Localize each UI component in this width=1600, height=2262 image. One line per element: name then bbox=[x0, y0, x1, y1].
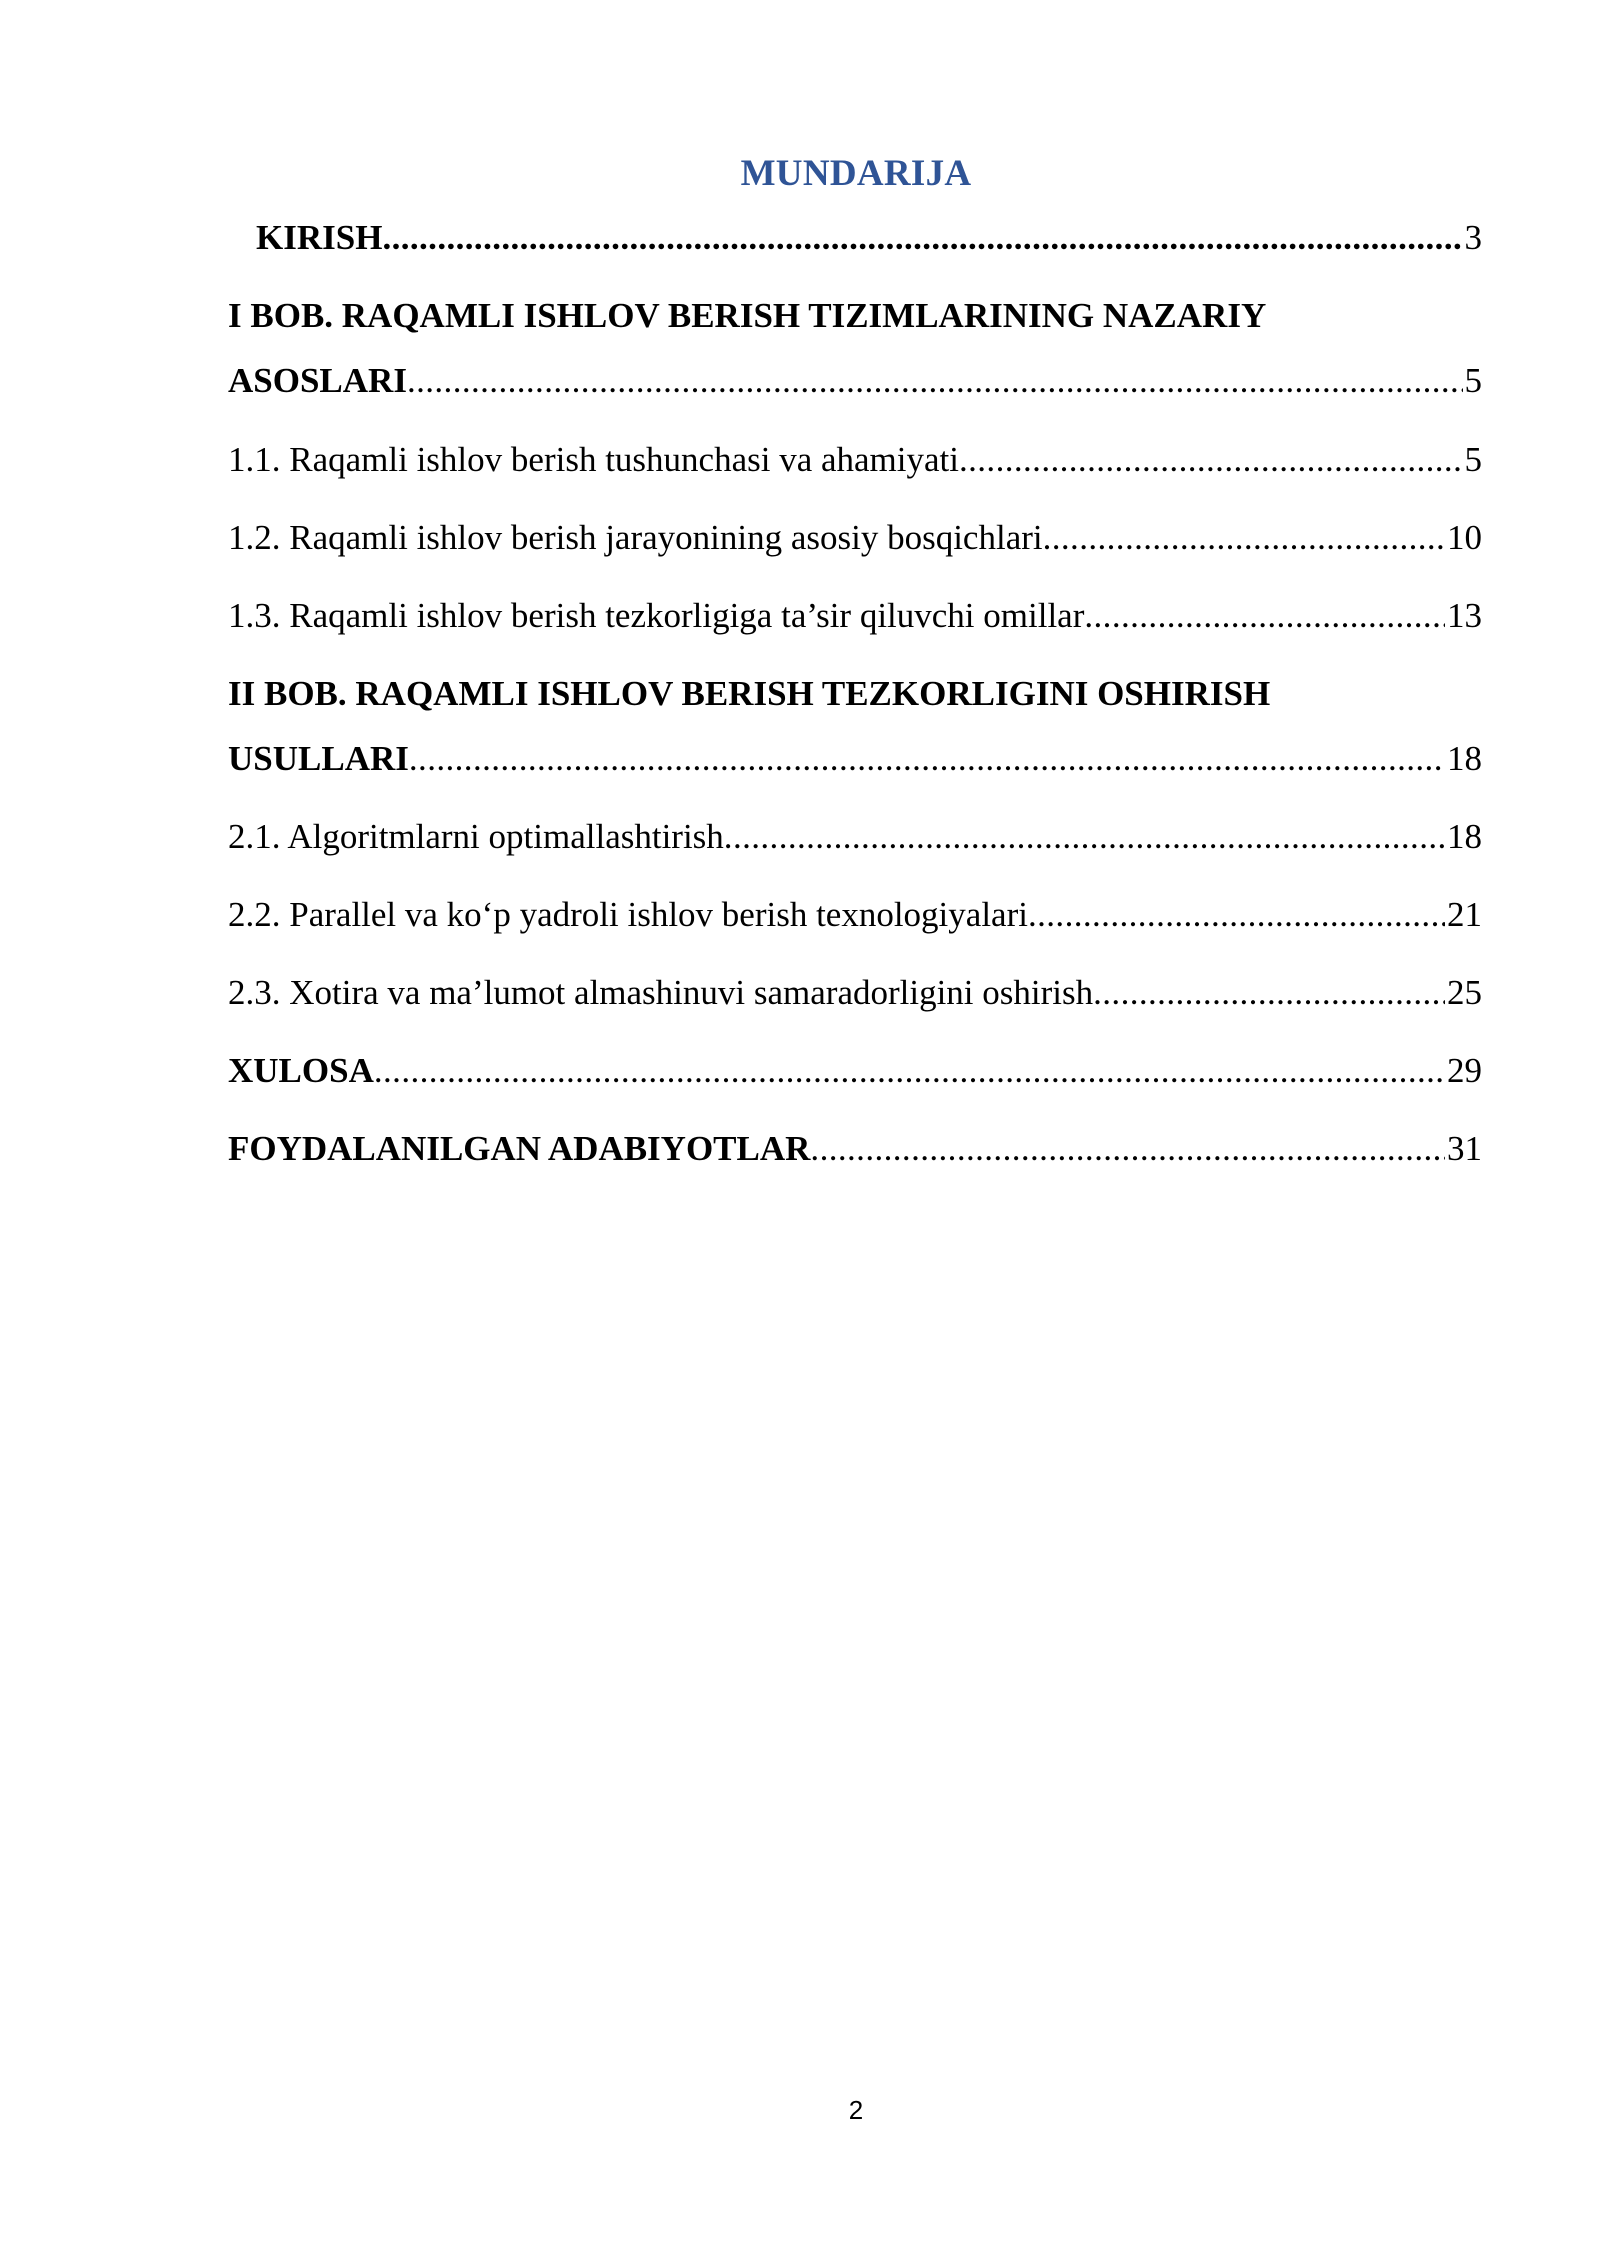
toc-entry-chapter-1[interactable] bbox=[228, 292, 1482, 340]
toc-entry-title: XULOSA bbox=[228, 1051, 374, 1090]
toc-entry-page: 3 bbox=[1464, 218, 1482, 257]
toc-leader-dots bbox=[409, 735, 1445, 783]
toc-leader-dots bbox=[1093, 969, 1445, 1017]
toc-leader-dots bbox=[1084, 592, 1445, 640]
toc-entry-title-line2: ASOSLARI bbox=[228, 361, 407, 400]
toc-entry-kirish[interactable] bbox=[228, 214, 1482, 262]
toc-entry-page: 25 bbox=[1447, 973, 1482, 1012]
toc-leader-dots bbox=[1028, 891, 1445, 939]
toc-entry-title: FOYDALANILGAN ADABIYOTLAR bbox=[228, 1129, 811, 1168]
toc-entry-page: 29 bbox=[1447, 1051, 1482, 1090]
toc-entry-page: 18 bbox=[1447, 817, 1482, 856]
toc-entry-section-1-2[interactable] bbox=[228, 514, 1482, 562]
toc-entry-chapter-1-cont[interactable] bbox=[228, 357, 1482, 405]
toc-leader-dots bbox=[382, 214, 1462, 262]
toc-leader-dots bbox=[407, 357, 1463, 405]
toc-leader-dots bbox=[1043, 514, 1445, 562]
toc-entry-page: 5 bbox=[1464, 361, 1482, 400]
toc-entry-section-1-3[interactable] bbox=[228, 592, 1482, 640]
toc-entry-section-1-1[interactable] bbox=[228, 436, 1482, 484]
toc-entry-title: 2.2. Parallel va ko‘p yadroli ishlov berish texnologiyalari bbox=[228, 895, 1028, 934]
toc-entry-title-line1: I BOB. RAQAMLI ISHLOV BERISH TIZIMLARINING NAZARIY bbox=[228, 296, 1267, 335]
toc-entry-title: 1.3. Raqamli ishlov berish tezkorligiga ta’sir qiluvchi omillar bbox=[228, 596, 1085, 635]
toc-entry-title: KIRISH bbox=[256, 218, 383, 257]
toc-entry-section-2-2[interactable] bbox=[228, 891, 1482, 939]
toc-entry-title: 2.1. Algoritmlarni optimallashtirish bbox=[228, 817, 724, 856]
toc-leader-dots bbox=[374, 1047, 1445, 1095]
toc-entry-references[interactable] bbox=[228, 1125, 1482, 1173]
toc-entry-title: 2.3. Xotira va ma’lumot almashinuvi samaradorligini oshirish bbox=[228, 973, 1094, 1012]
toc-entry-page: 18 bbox=[1447, 739, 1482, 778]
toc-leader-dots bbox=[724, 813, 1445, 861]
toc-entry-page: 13 bbox=[1447, 596, 1482, 635]
toc-entry-page: 5 bbox=[1464, 440, 1482, 479]
toc-entry-xulosa[interactable] bbox=[228, 1047, 1482, 1095]
page-number: 2 bbox=[848, 2095, 864, 2125]
toc-entry-section-2-1[interactable] bbox=[228, 813, 1482, 861]
toc-leader-dots bbox=[959, 436, 1463, 484]
toc-entry-chapter-2-cont[interactable] bbox=[228, 735, 1482, 783]
toc-title: MUNDARIJA bbox=[740, 153, 972, 194]
toc-entry-page: 21 bbox=[1447, 895, 1482, 934]
toc-entry-chapter-2[interactable] bbox=[228, 670, 1482, 718]
toc-leader-dots bbox=[810, 1125, 1445, 1173]
toc-entry-section-2-3[interactable] bbox=[228, 969, 1482, 1017]
toc-entry-title: 1.2. Raqamli ishlov berish jarayonining asosiy bosqichlari bbox=[228, 518, 1043, 557]
toc-entry-title: 1.1. Raqamli ishlov berish tushunchasi va ahamiyati bbox=[228, 440, 959, 479]
toc-entry-page: 10 bbox=[1447, 518, 1482, 557]
toc-entry-title-line1: II BOB. RAQAMLI ISHLOV BERISH TEZKORLIGINI OSHIRISH bbox=[228, 674, 1271, 713]
toc-entry-title-line2: USULLARI bbox=[228, 739, 409, 778]
toc-entry-page: 31 bbox=[1447, 1129, 1482, 1168]
